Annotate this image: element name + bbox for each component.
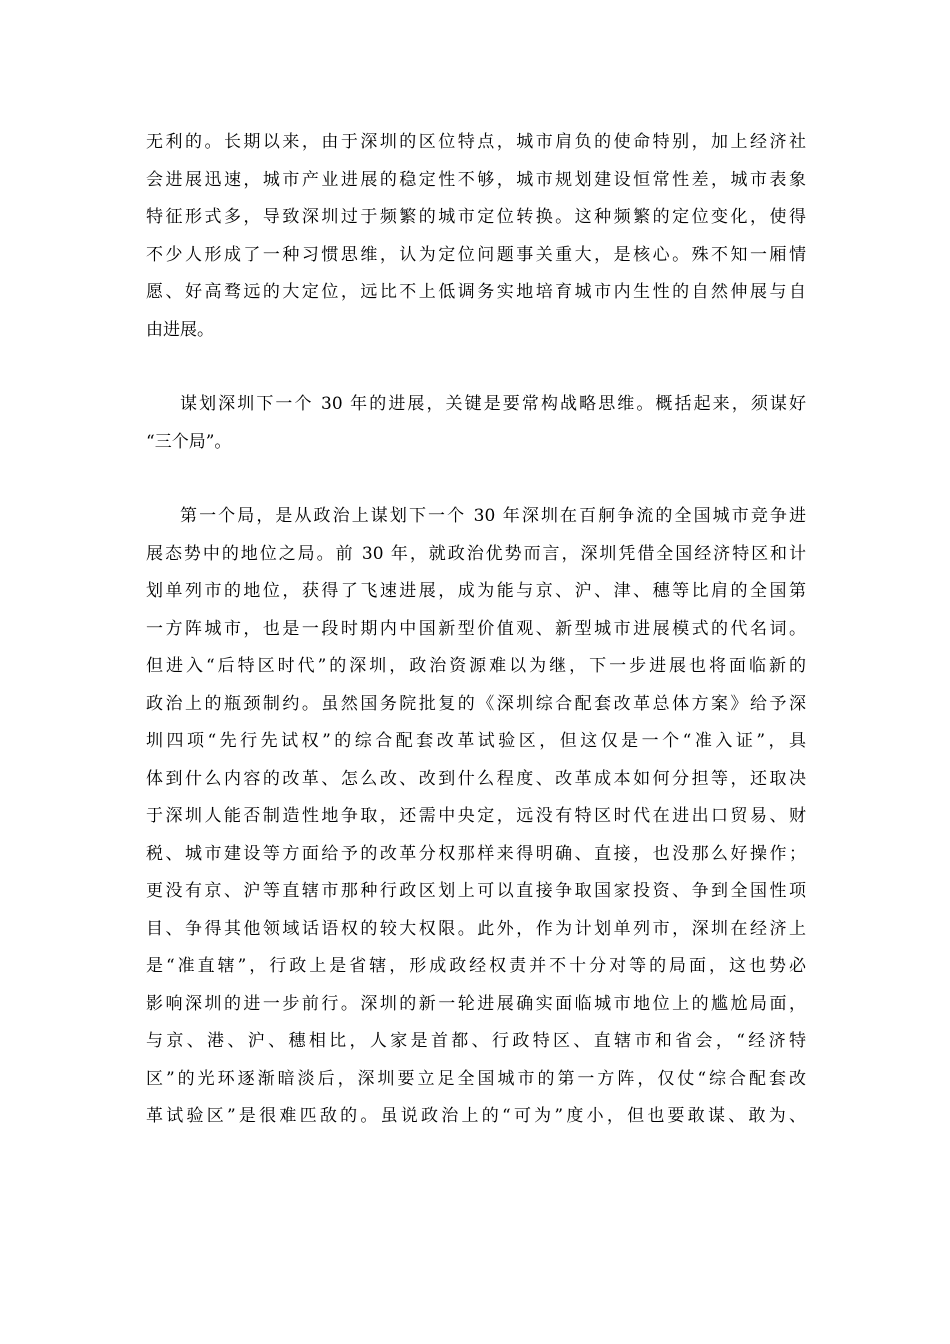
paragraph-3 [146, 498, 806, 1136]
text-line: 但进入“后特区时代”的深圳，政治资源难以为继，下一步进展也将面临新的 [146, 656, 806, 676]
text-line: 目、争得其他领域话语权的较大权限。此外，作为计划单列市，深圳在经济上 [146, 918, 806, 939]
text-line: 于深圳人能否制造性地争取，还需中央定，远没有特区时代在进出口贸易、财 [146, 806, 806, 826]
document-body [146, 124, 806, 1136]
text-line: 与京、港、沪、穗相比，人家是首都、行政特区、直辖市和省会，“经济特 [146, 1031, 806, 1051]
text-line: 税、城市建设等方面给予的改革分权那样来得明确、直接，也没那么好操作； [146, 843, 806, 864]
text-line: 由进展。 [146, 319, 214, 340]
text-line: 是“准直辖”，行政上是省辖，形成政经权责并不十分对等的局面，这也势必 [146, 956, 806, 976]
paragraph-spacer [146, 461, 806, 498]
paragraph-1 [146, 124, 806, 349]
text-line: 特征形式多，导致深圳过于频繁的城市定位转换。这种频繁的定位变化，使得 [146, 207, 806, 227]
text-line: 愿、好高骛远的大定位，远比不上低调务实地培育城市内生性的自然伸展与自 [146, 282, 806, 302]
text-line: 会进展迅速，城市产业进展的稳定性不够，城市规划建设恒常性差，城市表象 [146, 169, 806, 190]
text-line: 不少人形成了一种习惯思维，认为定位问题事关重大，是核心。殊不知一厢情 [146, 244, 806, 265]
text-line: 区”的光环逐渐暗淡后，深圳要立足全国城市的第一方阵，仅仗“综合配套改 [146, 1068, 806, 1089]
text-line: “三个局”。 [146, 431, 232, 452]
text-line: 划单列市的地位，获得了飞速进展，成为能与京、沪、津、穗等比肩的全国第 [146, 581, 806, 601]
text-line: 展态势中的地位之局。前 30 年，就政治优势而言，深圳凭借全国经济特区和计 [146, 543, 806, 564]
text-line: 无利的。长期以来，由于深圳的区位特点，城市肩负的使命特别，加上经济社 [146, 132, 806, 152]
text-line: 圳四项“先行先试权”的综合配套改革试验区，但这仅是一个“准入证”，具 [146, 731, 806, 751]
text-line: 革试验区”是很难匹敌的。虽说政治上的“可为”度小，但也要敢谋、敢为、 [146, 1106, 806, 1126]
text-line: 政治上的瓶颈制约。虽然国务院批复的《深圳综合配套改革总体方案》给予深 [146, 693, 806, 714]
text-line: 体到什么内容的改革、怎么改、改到什么程度、改革成本如何分担等，还取决 [146, 768, 806, 789]
text-line: 谋划深圳下一个 30 年的进展，关键是要常构战略思维。概括起来，须谋好 [180, 394, 806, 414]
paragraph-spacer [146, 349, 806, 386]
text-line: 影响深圳的进一步前行。深圳的新一轮进展确实面临城市地位上的尴尬局面， [146, 993, 806, 1014]
text-line: 第一个局，是从政治上谋划下一个 30 年深圳在百舸争流的全国城市竞争进 [180, 506, 806, 526]
paragraph-2 [146, 386, 806, 461]
text-line: 更没有京、沪等直辖市那种行政区划上可以直接争取国家投资、争到全国性项 [146, 881, 806, 901]
text-line: 一方阵城市，也是一段时期内中国新型价值观、新型城市进展模式的代名词。 [146, 618, 806, 639]
